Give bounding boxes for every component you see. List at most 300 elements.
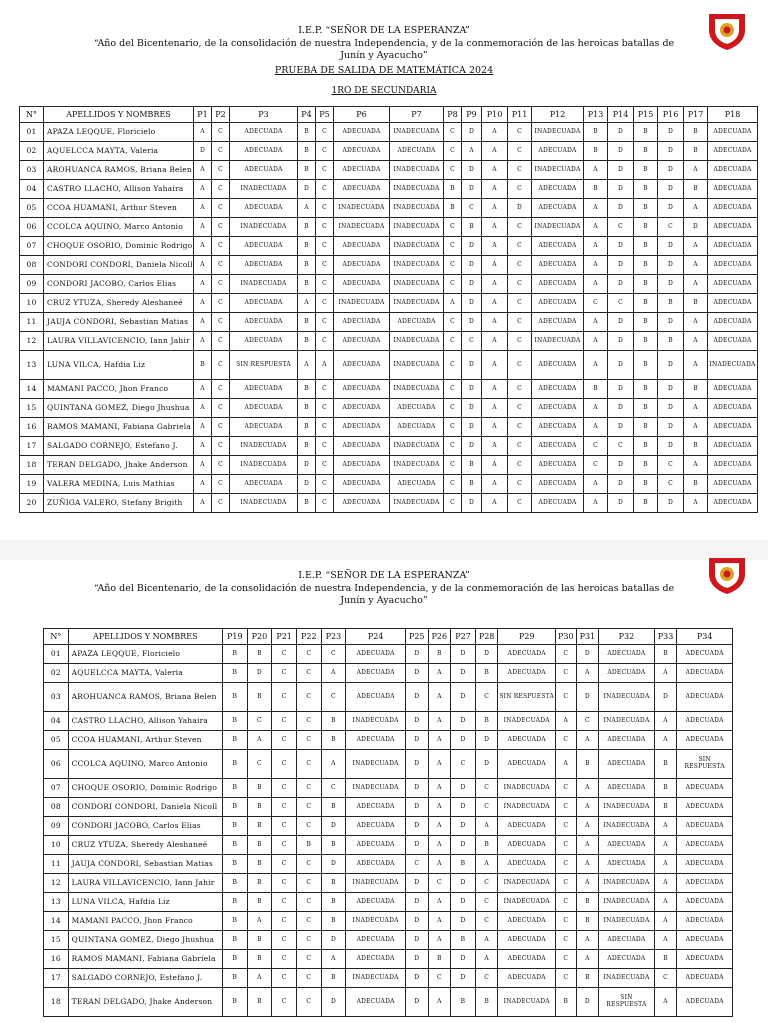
answer-cell: ADECUADA — [677, 874, 733, 893]
answer-cell: A — [584, 275, 608, 294]
answer-cell: ADECUADA — [334, 237, 390, 256]
school-name-2: I.E.P. “SEÑOR DE LA ESPERANZA” — [298, 570, 470, 581]
table-row — [44, 950, 733, 969]
answer-cell: INADECUADA — [346, 779, 406, 798]
answer-cell: A — [482, 218, 508, 237]
answer-cell: ADECUADA — [390, 418, 444, 437]
answer-cell: A — [684, 399, 708, 418]
table-row — [20, 275, 758, 294]
answer-cell: D — [658, 256, 684, 275]
answer-cell: D — [608, 199, 634, 218]
student-name: SALGADO CORNEJO, Estefano J. — [44, 437, 194, 456]
answer-cell: C — [212, 313, 230, 332]
answer-cell: C — [556, 683, 577, 712]
answer-cell: ADECUADA — [708, 380, 758, 399]
answer-cell: D — [405, 779, 428, 798]
answer-cell: C — [212, 123, 230, 142]
answer-cell: C — [212, 456, 230, 475]
table-row — [44, 855, 733, 874]
answer-cell: C — [508, 418, 532, 437]
answer-cell: INADECUADA — [390, 199, 444, 218]
answer-cell: C — [556, 664, 577, 683]
answer-cell: C — [444, 437, 462, 456]
answer-cell: ADECUADA — [230, 380, 298, 399]
answer-cell: A — [428, 731, 451, 750]
answer-cell: D — [405, 950, 428, 969]
answer-cell: B — [634, 313, 658, 332]
answer-cell: C — [475, 893, 498, 912]
answer-cell: B — [247, 988, 272, 1017]
answer-cell: D — [405, 912, 428, 931]
answer-cell: D — [462, 275, 482, 294]
answer-cell: ADECUADA — [334, 313, 390, 332]
answer-cell: D — [405, 874, 428, 893]
answer-cell: ADECUADA — [532, 313, 584, 332]
answer-cell: B — [634, 456, 658, 475]
answer-cell: ADECUADA — [532, 351, 584, 380]
answer-cell: A — [584, 475, 608, 494]
answer-cell: ADECUADA — [334, 142, 390, 161]
answer-cell: B — [584, 180, 608, 199]
answer-cell: A — [482, 399, 508, 418]
answer-cell: C — [508, 313, 532, 332]
answer-cell: D — [608, 399, 634, 418]
answer-cell: D — [405, 645, 428, 664]
answer-cell: D — [576, 988, 599, 1017]
student-number: 10 — [20, 294, 44, 313]
answer-cell: C — [556, 645, 577, 664]
answer-cell: INADECUADA — [532, 161, 584, 180]
answer-cell: D — [658, 380, 684, 399]
column-header: APELLIDOS Y NOMBRES — [68, 629, 222, 645]
exam-title: PRUEBA DE SALIDA DE MATEMÁTICA 2024 — [274, 65, 494, 76]
answer-cell: INADECUADA — [230, 275, 298, 294]
answer-cell: ADECUADA — [346, 893, 406, 912]
answer-cell: C — [444, 161, 462, 180]
answer-cell: B — [298, 142, 316, 161]
answer-cell: ADECUADA — [708, 399, 758, 418]
answer-cell: ADECUADA — [532, 256, 584, 275]
answer-cell: ADECUADA — [498, 912, 556, 931]
answer-cell: C — [444, 142, 462, 161]
student-name: RAMOS MAMANI, Fabiana Gabriela — [44, 418, 194, 437]
table-row — [44, 893, 733, 912]
column-header: P28 — [475, 629, 498, 645]
answer-cell: SIN RESPUESTA — [498, 683, 556, 712]
answer-cell: C — [444, 275, 462, 294]
answer-cell: ADECUADA — [532, 294, 584, 313]
answer-cell: D — [658, 437, 684, 456]
answer-cell: D — [475, 750, 498, 779]
column-header: P17 — [684, 107, 708, 123]
answer-cell: C — [658, 475, 684, 494]
answer-cell: C — [654, 969, 677, 988]
answer-cell: C — [212, 475, 230, 494]
answer-cell: A — [482, 475, 508, 494]
answer-cell: C — [212, 142, 230, 161]
answer-cell: INADECUADA — [498, 779, 556, 798]
answer-cell: A — [576, 731, 599, 750]
student-name: CRUZ YTUZA, Sheredy Aleshaneé — [68, 836, 222, 855]
answer-cell: INADECUADA — [390, 332, 444, 351]
student-name: CONDORI CONDORI, Daniela Nicoll — [68, 798, 222, 817]
answer-cell: ADECUADA — [677, 950, 733, 969]
answer-cell: INADECUADA — [390, 351, 444, 380]
answer-cell: C — [508, 275, 532, 294]
answer-cell: C — [296, 779, 321, 798]
column-header: P22 — [296, 629, 321, 645]
answer-cell: B — [634, 494, 658, 513]
answer-cell: A — [654, 664, 677, 683]
table-row — [20, 199, 758, 218]
answer-cell: ADECUADA — [334, 380, 390, 399]
answer-cell: A — [482, 142, 508, 161]
answer-cell: C — [556, 874, 577, 893]
student-name: CRUZ YTUZA, Sheredy Aleshaneé — [44, 294, 194, 313]
answer-cell: ADECUADA — [230, 142, 298, 161]
answer-cell: A — [584, 218, 608, 237]
table-row — [44, 731, 733, 750]
answer-cell: A — [654, 836, 677, 855]
answer-cell: A — [428, 750, 451, 779]
answer-cell: C — [556, 855, 577, 874]
answer-cell: B — [222, 931, 247, 950]
answer-cell: B — [444, 180, 462, 199]
answer-cell: A — [482, 418, 508, 437]
answer-cell: C — [272, 645, 297, 664]
answer-cell: A — [475, 817, 498, 836]
table-row — [44, 912, 733, 931]
answer-cell: A — [576, 855, 599, 874]
page-separator — [0, 540, 768, 560]
answer-cell: ADECUADA — [498, 969, 556, 988]
column-header: N° — [44, 629, 69, 645]
answer-cell: ADECUADA — [334, 437, 390, 456]
answer-cell: ADECUADA — [230, 399, 298, 418]
answer-cell: ADECUADA — [230, 199, 298, 218]
answer-cell: D — [608, 351, 634, 380]
student-number: 08 — [20, 256, 44, 275]
answer-cell: D — [462, 256, 482, 275]
answer-cell: ADECUADA — [677, 988, 733, 1017]
answer-cell: C — [608, 218, 634, 237]
student-name: APAZA LEQQUE, Floricielo — [44, 123, 194, 142]
answer-cell: ADECUADA — [334, 351, 390, 380]
answer-cell: C — [212, 437, 230, 456]
answer-cell: A — [247, 969, 272, 988]
answer-cell: C — [296, 750, 321, 779]
answer-cell: D — [608, 456, 634, 475]
answer-cell: C — [508, 437, 532, 456]
answer-cell: ADECUADA — [677, 855, 733, 874]
answer-cell: D — [451, 779, 476, 798]
answer-cell: A — [247, 731, 272, 750]
answer-cell: B — [451, 855, 476, 874]
answer-cell: A — [576, 798, 599, 817]
answer-cell: A — [654, 855, 677, 874]
student-number: 06 — [44, 750, 69, 779]
answer-cell: ADECUADA — [599, 645, 655, 664]
answer-cell: A — [576, 874, 599, 893]
answer-cell: INADECUADA — [230, 218, 298, 237]
student-name: AQUELCCA MAYTA, Valeria — [68, 664, 222, 683]
student-number: 13 — [20, 351, 44, 380]
answer-cell: A — [428, 712, 451, 731]
answer-cell: C — [508, 494, 532, 513]
answer-cell: A — [194, 399, 212, 418]
student-number: 04 — [20, 180, 44, 199]
answer-cell: C — [508, 161, 532, 180]
student-number: 07 — [44, 779, 69, 798]
student-number: 04 — [44, 712, 69, 731]
column-header: P31 — [576, 629, 599, 645]
table-row — [20, 256, 758, 275]
answer-cell: C — [296, 798, 321, 817]
answer-cell: B — [634, 161, 658, 180]
answer-cell: B — [321, 712, 346, 731]
answer-cell: C — [444, 332, 462, 351]
answer-cell: ADECUADA — [346, 931, 406, 950]
answer-cell: B — [247, 798, 272, 817]
column-header: P6 — [334, 107, 390, 123]
column-header: P30 — [556, 629, 577, 645]
answer-cell: B — [247, 683, 272, 712]
student-number: 20 — [20, 494, 44, 513]
answer-cell: A — [684, 351, 708, 380]
answer-cell: D — [405, 712, 428, 731]
student-name: CCOA HUAMANI, Arthur Steven — [68, 731, 222, 750]
answer-cell: C — [321, 645, 346, 664]
student-number: 12 — [20, 332, 44, 351]
answer-cell: B — [298, 399, 316, 418]
answer-cell: A — [482, 351, 508, 380]
answer-cell: ADECUADA — [708, 180, 758, 199]
answer-cell: A — [194, 161, 212, 180]
student-number: 01 — [44, 645, 69, 664]
table-row — [20, 237, 758, 256]
student-name: JAUJA CONDORI, Sebastian Matias — [68, 855, 222, 874]
answer-cell: B — [684, 123, 708, 142]
answer-cell: D — [658, 418, 684, 437]
answer-cell: D — [451, 817, 476, 836]
student-name: QUINTANA GOMEZ, Diego Jhushua — [68, 931, 222, 950]
answer-cell: ADECUADA — [599, 836, 655, 855]
answer-cell: B — [684, 142, 708, 161]
answer-cell: ADECUADA — [708, 275, 758, 294]
answer-cell: B — [451, 931, 476, 950]
answer-cell: C — [508, 142, 532, 161]
answer-cell: B — [222, 874, 247, 893]
student-name: LUNA VILCA, Hafdia Liz — [44, 351, 194, 380]
answer-cell: D — [298, 475, 316, 494]
answer-cell: B — [654, 645, 677, 664]
answer-cell: D — [405, 893, 428, 912]
answer-cell: ADECUADA — [708, 294, 758, 313]
student-name: CHOQUE OSORIO, Dominic Rodrigo — [44, 237, 194, 256]
answer-cell: C — [608, 437, 634, 456]
answer-cell: ADECUADA — [334, 180, 390, 199]
column-header: P13 — [584, 107, 608, 123]
student-number: 17 — [44, 969, 69, 988]
answer-cell: C — [475, 874, 498, 893]
answer-cell: ADECUADA — [346, 683, 406, 712]
answer-cell: A — [298, 199, 316, 218]
answer-cell: D — [405, 988, 428, 1017]
answer-cell: C — [212, 180, 230, 199]
answer-cell: A — [482, 123, 508, 142]
answer-cell: B — [222, 683, 247, 712]
answer-cell: B — [247, 836, 272, 855]
answer-cell: D — [608, 313, 634, 332]
answer-cell: B — [658, 332, 684, 351]
answer-cell: B — [222, 836, 247, 855]
answer-cell: C — [296, 731, 321, 750]
answer-cell: B — [222, 731, 247, 750]
shield-emblem-core-2 — [724, 571, 731, 578]
answer-cell: A — [482, 180, 508, 199]
answer-cell: C — [316, 399, 334, 418]
answer-cell: D — [462, 161, 482, 180]
table-row — [20, 123, 758, 142]
answer-cell: A — [654, 893, 677, 912]
answer-cell: B — [321, 912, 346, 931]
answer-cell: ADECUADA — [498, 817, 556, 836]
student-number: 03 — [44, 683, 69, 712]
answer-cell: C — [508, 237, 532, 256]
answer-cell: D — [451, 893, 476, 912]
answer-cell: D — [405, 969, 428, 988]
student-number: 13 — [44, 893, 69, 912]
answer-cell: C — [212, 275, 230, 294]
answer-cell: A — [482, 199, 508, 218]
answer-cell: A — [684, 161, 708, 180]
answer-cell: ADECUADA — [230, 294, 298, 313]
answer-cell: A — [428, 779, 451, 798]
answer-cell: C — [475, 683, 498, 712]
student-number: 16 — [44, 950, 69, 969]
student-number: 08 — [44, 798, 69, 817]
answer-cell: C — [212, 161, 230, 180]
answer-cell: D — [451, 969, 476, 988]
answer-cell: C — [212, 351, 230, 380]
answer-cell: A — [556, 750, 577, 779]
answer-cell: ADECUADA — [334, 123, 390, 142]
answer-cell: ADECUADA — [532, 456, 584, 475]
answer-cell: A — [654, 931, 677, 950]
answer-cell: A — [684, 418, 708, 437]
answer-cell: C — [508, 380, 532, 399]
answer-cell: D — [608, 237, 634, 256]
answer-cell: D — [462, 180, 482, 199]
table-row — [44, 969, 733, 988]
answer-cell: A — [194, 332, 212, 351]
answer-cell: B — [444, 199, 462, 218]
answer-cell: ADECUADA — [677, 731, 733, 750]
answer-cell: D — [462, 294, 482, 313]
answer-cell: B — [247, 950, 272, 969]
answer-cell: B — [298, 161, 316, 180]
answer-cell: B — [634, 294, 658, 313]
answer-cell: D — [321, 988, 346, 1017]
answer-cell: INADECUADA — [390, 123, 444, 142]
answer-cell: C — [556, 731, 577, 750]
year-motto-2: “Año del Bicentenario, de la consolidación de nuestra Independencia, y de la conmemoración de las heroicas batallas de Junín y Ayacucho” — [93, 583, 675, 606]
answer-cell: ADECUADA — [708, 237, 758, 256]
answer-cell: D — [658, 180, 684, 199]
table-row — [44, 988, 733, 1017]
table-row — [44, 712, 733, 731]
answer-cell: ADECUADA — [677, 664, 733, 683]
answer-cell: A — [194, 456, 212, 475]
answer-cell: ADECUADA — [708, 142, 758, 161]
answer-cell: B — [298, 237, 316, 256]
answer-cell: C — [576, 712, 599, 731]
column-header: P32 — [599, 629, 655, 645]
answer-cell: A — [194, 237, 212, 256]
answer-cell: ADECUADA — [677, 798, 733, 817]
column-header: P21 — [272, 629, 297, 645]
answer-cell: C — [316, 199, 334, 218]
answer-cell: B — [654, 950, 677, 969]
table-row — [20, 294, 758, 313]
answer-cell: INADECUADA — [390, 218, 444, 237]
answer-cell: INADECUADA — [346, 874, 406, 893]
answer-cell: B — [634, 275, 658, 294]
table-row — [44, 817, 733, 836]
answer-cell: B — [576, 912, 599, 931]
answer-cell: B — [462, 475, 482, 494]
answer-cell: ADECUADA — [532, 142, 584, 161]
answer-cell: A — [584, 237, 608, 256]
answer-cell: D — [298, 180, 316, 199]
answer-cell: D — [451, 645, 476, 664]
answer-cell: INADECUADA — [708, 351, 758, 380]
answer-cell: ADECUADA — [498, 950, 556, 969]
table-row — [20, 456, 758, 475]
answer-cell: B — [556, 988, 577, 1017]
column-header: P10 — [482, 107, 508, 123]
student-number: 10 — [44, 836, 69, 855]
table-header-2 — [44, 629, 733, 645]
answer-cell: B — [634, 418, 658, 437]
student-number: 12 — [44, 874, 69, 893]
student-name: LUNA VILCA, Hafdia Liz — [68, 893, 222, 912]
answer-cell: D — [194, 142, 212, 161]
answer-cell: A — [684, 256, 708, 275]
answer-cell: ADECUADA — [532, 418, 584, 437]
answer-cell: A — [584, 313, 608, 332]
column-header: P11 — [508, 107, 532, 123]
answer-cell: INADECUADA — [599, 893, 655, 912]
table-row — [20, 351, 758, 380]
answer-cell: B — [298, 418, 316, 437]
answer-cell: D — [321, 817, 346, 836]
answer-cell: D — [475, 645, 498, 664]
answer-cell: B — [222, 645, 247, 664]
answer-cell: C — [584, 456, 608, 475]
answer-cell: A — [654, 731, 677, 750]
answer-cell: C — [658, 218, 684, 237]
student-number: 11 — [20, 313, 44, 332]
answer-cell: A — [684, 332, 708, 351]
column-header: P27 — [451, 629, 476, 645]
column-header: P24 — [346, 629, 406, 645]
answer-cell: B — [194, 351, 212, 380]
student-number: 18 — [44, 988, 69, 1017]
answer-cell: B — [298, 437, 316, 456]
answer-cell: C — [428, 969, 451, 988]
answer-cell: C — [428, 874, 451, 893]
